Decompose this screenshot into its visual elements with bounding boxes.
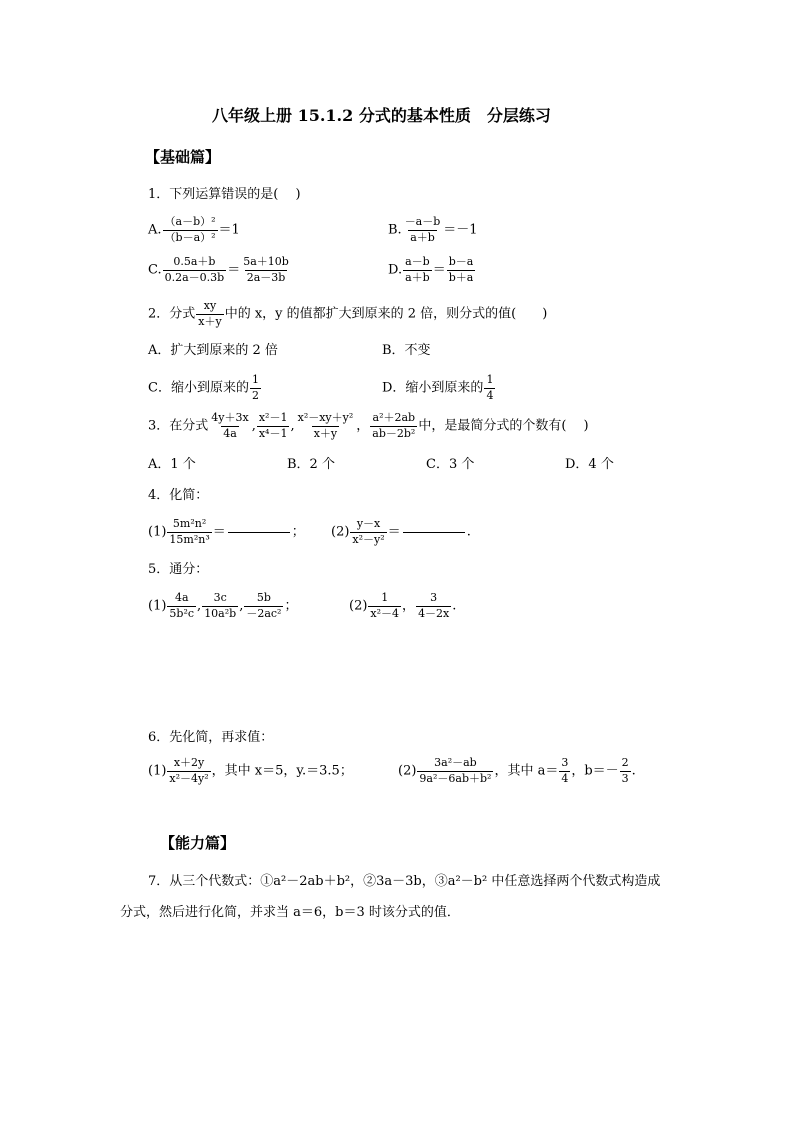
denominator: －2ac² <box>246 606 282 620</box>
q2-option-a: A．扩大到原来的 2 倍 <box>148 343 278 358</box>
numerator: a²＋2ab <box>372 411 416 424</box>
part-end: . <box>631 763 636 779</box>
part-text: ，其中 a＝ <box>494 763 559 779</box>
equals: ＝ <box>212 524 226 540</box>
numerator: 3a²－ab <box>434 756 477 769</box>
denominator: 9a²－6ab＋b² <box>419 771 492 785</box>
numerator: －a－b <box>404 215 441 228</box>
question-7-line-1: 7．从三个代数式：①a²－2ab＋b²，②3a－3b，③a²－b² 中任意选择两个代数式构造成 <box>148 874 661 889</box>
part-label: (2) <box>349 598 368 614</box>
option-label: B. <box>388 222 402 238</box>
denominator: ab－2b² <box>372 426 416 440</box>
numerator: b－a <box>448 255 474 268</box>
fraction <box>163 256 227 284</box>
q5-part-1 <box>148 592 298 620</box>
denominator: a＋b <box>410 230 435 244</box>
part-label: (2) <box>331 524 350 540</box>
fraction <box>241 256 291 284</box>
denominator: 2 <box>251 388 259 402</box>
question-7-line-2: 分式，然后进行化简，并求当 a＝6，b＝3 时该分式的值． <box>120 905 460 920</box>
q2-option-d <box>382 374 496 402</box>
stem-suffix: 中的 x，y 的值都扩大到原来的 2 倍，则分式的值( ) <box>224 306 548 322</box>
fraction <box>620 757 631 785</box>
numerator: 4a <box>174 591 189 604</box>
fraction <box>196 300 223 328</box>
fraction <box>350 518 386 546</box>
fraction <box>296 412 356 440</box>
numerator: 0.5a＋b <box>173 255 216 268</box>
q6-part-2 <box>398 757 636 785</box>
denominator: 0.2a－0.3b <box>164 270 225 284</box>
option-text: D．缩小到原来的 <box>382 380 484 396</box>
numerator: （a－b）² <box>164 215 216 228</box>
fraction <box>370 412 417 440</box>
question-1-stem: 1．下列运算错误的是( ) <box>148 187 301 202</box>
q3-option-d: D．4 个 <box>565 457 614 472</box>
denominator: 2a－3b <box>246 270 286 284</box>
section-ability-heading: 【能力篇】 <box>160 834 236 852</box>
fraction <box>416 592 451 620</box>
numerator: y－x <box>356 517 381 530</box>
numerator: 5a＋10b <box>243 255 289 268</box>
part-end: . <box>466 524 471 540</box>
stem-prefix: 2．分式 <box>148 306 196 322</box>
denominator: 4 <box>561 771 569 785</box>
numerator: 1 <box>486 373 494 386</box>
numerator: x＋2y <box>173 756 205 769</box>
fraction <box>403 256 432 284</box>
page-title: 八年级上册 15.1.2 分式的基本性质 分层练习 <box>212 106 551 125</box>
numerator: x²－xy＋y² <box>297 411 354 424</box>
stem-prefix: 3．在分式 <box>148 418 209 434</box>
denominator: （b－a）² <box>164 230 216 244</box>
question-2-stem <box>148 300 547 328</box>
denominator: x²－4 <box>370 606 400 620</box>
fraction <box>167 757 210 785</box>
fraction <box>403 216 443 244</box>
q2-option-c <box>148 374 262 402</box>
numerator: 3c <box>213 591 227 604</box>
separator: ， <box>356 418 370 434</box>
q3-option-a: A．1 个 <box>148 457 196 472</box>
q4-part-1 <box>148 518 305 546</box>
question-3-stem <box>148 412 589 440</box>
denominator: 4 <box>486 388 494 402</box>
denominator: x²－4y² <box>169 771 209 785</box>
denominator: 15m²n³ <box>169 532 210 546</box>
numerator: a－b <box>405 255 430 268</box>
section-basic-heading: 【基础篇】 <box>145 148 221 166</box>
denominator: 3 <box>621 771 629 785</box>
denominator: a＋b <box>405 270 430 284</box>
part-end: . <box>452 598 457 614</box>
numerator: 3 <box>561 756 569 769</box>
numerator: xy <box>203 299 217 312</box>
rhs: ＝1 <box>218 222 240 238</box>
q5-part-2 <box>349 592 456 620</box>
rhs: ＝－1 <box>443 222 478 238</box>
part-label: (2) <box>398 763 417 779</box>
answer-blank[interactable] <box>228 532 290 533</box>
fraction <box>244 592 283 620</box>
denominator: b＋a <box>448 270 474 284</box>
stem-suffix: 中，是最简分式的个数有( ) <box>418 418 589 434</box>
part-text: ，其中 x＝5，y.＝3.5； <box>211 763 353 779</box>
separator: ， <box>402 598 416 614</box>
option-text: C．缩小到原来的 <box>148 380 249 396</box>
fraction <box>447 256 476 284</box>
q1-option-b <box>388 216 478 244</box>
fraction <box>368 592 401 620</box>
numerator: 2 <box>621 756 629 769</box>
numerator: 5m²n² <box>172 517 207 530</box>
q2-option-b: B．不变 <box>382 343 431 358</box>
separator: , <box>251 418 256 434</box>
separator: , <box>290 418 295 434</box>
fraction <box>209 412 250 440</box>
denominator: 5b²c <box>169 606 195 620</box>
answer-blank[interactable] <box>403 532 465 533</box>
numerator: 1 <box>251 373 259 386</box>
fraction <box>202 592 238 620</box>
fraction <box>417 757 493 785</box>
q4-part-2 <box>331 518 471 546</box>
fraction <box>250 374 261 402</box>
q6-part-1 <box>148 757 353 785</box>
denominator: x＋y <box>198 314 222 328</box>
part-label: (1) <box>148 524 167 540</box>
option-label: C. <box>148 262 162 278</box>
part-text: ，b＝－ <box>571 763 619 779</box>
denominator: 10a²b <box>204 606 237 620</box>
denominator: x＋y <box>313 426 338 440</box>
denominator: 4a <box>223 426 237 440</box>
separator: , <box>197 598 202 614</box>
fraction <box>484 374 495 402</box>
equals: ＝ <box>227 262 241 278</box>
fraction <box>163 216 218 244</box>
part-label: (1) <box>148 763 167 779</box>
part-end: ； <box>291 524 305 540</box>
q1-option-a <box>148 216 240 244</box>
fraction <box>167 518 211 546</box>
option-label: A. <box>148 222 162 238</box>
fraction <box>167 592 196 620</box>
numerator: 3 <box>430 591 438 604</box>
equals: ＝ <box>432 262 446 278</box>
separator: , <box>239 598 244 614</box>
fraction <box>257 412 290 440</box>
part-label: (1) <box>148 598 167 614</box>
numerator: 1 <box>381 591 389 604</box>
fraction <box>559 757 570 785</box>
numerator: x²－1 <box>258 411 288 424</box>
question-6-stem: 6．先化简，再求值： <box>148 730 274 745</box>
q1-option-d <box>388 256 476 284</box>
part-end: ； <box>284 598 298 614</box>
option-label: D. <box>388 262 403 278</box>
equals: ＝ <box>387 524 401 540</box>
q3-option-b: B．2 个 <box>287 457 335 472</box>
numerator: 5b <box>256 591 271 604</box>
denominator: 4－2x <box>418 606 450 620</box>
denominator: x²－y² <box>352 532 385 546</box>
question-5-stem: 5．通分： <box>148 562 209 577</box>
q1-option-c <box>148 256 292 284</box>
q3-option-c: C．3 个 <box>426 457 475 472</box>
numerator: 4y＋3x <box>211 411 249 424</box>
question-4-stem: 4．化简： <box>148 488 209 503</box>
denominator: x⁴－1 <box>258 426 288 440</box>
